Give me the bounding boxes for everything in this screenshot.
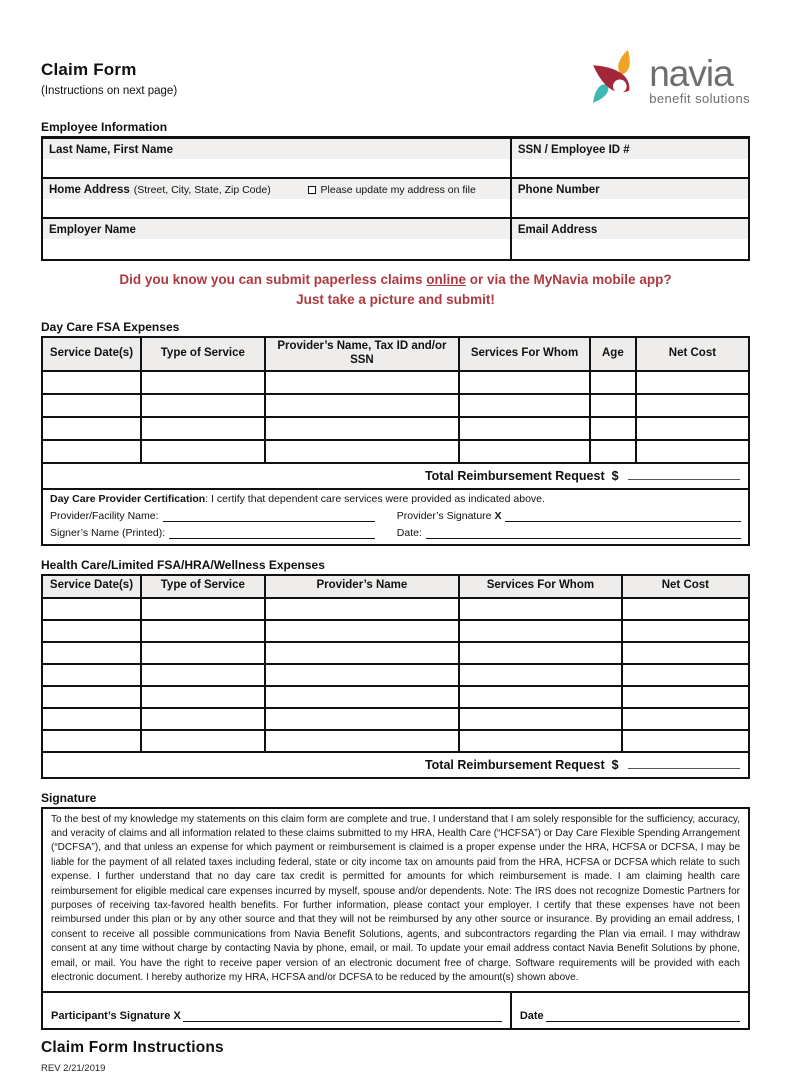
expense-cell[interactable] [590,440,636,463]
expense-cell[interactable] [141,394,265,417]
expense-cell[interactable] [636,417,749,440]
expense-cell[interactable] [622,598,749,620]
expense-cell[interactable] [459,730,622,752]
expense-cell[interactable] [265,708,459,730]
health-care-heading: Health Care/Limited FSA/HRA/Wellness Expenses [41,557,325,572]
column-header: Type of Service [141,337,265,371]
update-address-label: Please update my address on file [320,183,476,196]
expense-cell[interactable] [459,417,590,440]
home-address-hint: (Street, City, State, Zip Code) [133,183,271,196]
employer-name-label: Employer Name [43,219,510,239]
certification-statement: Day Care Provider Certification: I certify that dependent care services were provided as indicated above. [50,492,545,505]
table-row [42,730,749,752]
page-title: Claim Form [41,60,137,79]
signature-date-label: Date [519,1010,544,1023]
expense-cell[interactable] [622,708,749,730]
expense-cell[interactable] [265,417,459,440]
day-care-heading: Day Care FSA Expenses [41,320,180,334]
expense-cell[interactable] [459,620,622,642]
expense-cell[interactable] [265,642,459,664]
table-row [43,179,748,219]
expense-cell[interactable] [42,598,141,620]
expense-cell[interactable] [622,730,749,752]
employer-name-field[interactable] [43,239,510,257]
expense-cell[interactable] [42,664,141,686]
expense-cell[interactable] [141,642,265,664]
expense-cell[interactable] [590,371,636,394]
table-row [42,440,749,463]
expense-cell[interactable] [42,394,141,417]
expense-cell[interactable] [265,598,459,620]
expense-cell[interactable] [42,620,141,642]
column-header: Provider’s Name [265,575,459,598]
participant-signature-field[interactable] [183,1011,502,1022]
update-address-option[interactable] [308,184,476,196]
table-row [42,708,749,730]
column-header: Type of Service [141,575,265,598]
cert-date-field[interactable] [426,528,741,539]
expense-cell[interactable] [141,730,265,752]
last-first-name-field[interactable] [43,159,510,177]
instructions-heading: Claim Form Instructions [41,1039,224,1057]
home-address-field[interactable] [43,199,510,217]
expense-cell[interactable] [141,417,265,440]
column-header: Services For Whom [459,337,590,371]
online-link[interactable]: online [426,272,467,287]
ssn-field[interactable] [512,159,748,177]
expense-cell[interactable] [265,371,459,394]
provider-signature-field[interactable] [505,511,741,522]
expense-cell[interactable] [622,620,749,642]
expense-cell[interactable] [42,417,141,440]
column-header: Age [590,337,636,371]
expense-cell[interactable] [636,371,749,394]
expense-cell[interactable] [622,642,749,664]
day-care-expenses-table [41,336,750,546]
expense-cell[interactable] [459,664,622,686]
expense-cell[interactable] [265,730,459,752]
signer-name-field[interactable] [169,528,375,539]
table-row [42,371,749,394]
cert-date-label: Date: [396,526,422,539]
column-header: Service Date(s) [42,575,141,598]
total-row [42,463,749,489]
expense-cell[interactable] [636,440,749,463]
table-row [42,620,749,642]
provider-facility-name-field[interactable] [163,511,375,522]
signer-name-label: Signer’s Name (Printed): [50,526,166,539]
expense-cell[interactable] [459,394,590,417]
provider-facility-name-label: Provider/Facility Name: [50,509,159,522]
expense-cell[interactable] [636,394,749,417]
phone-field[interactable] [512,199,748,217]
expense-cell[interactable] [42,440,141,463]
promo-line-1: Did you know you can submit paperless claims online or via the MyNavia mobile app? [119,272,672,287]
table-row [42,664,749,686]
expense-cell[interactable] [265,440,459,463]
promo-line-2: Just take a picture and submit! [296,292,495,307]
expense-cell[interactable] [459,371,590,394]
dollar-sign: $ [611,468,619,483]
navia-flower-icon [589,46,645,108]
expense-cell[interactable] [265,686,459,708]
expense-cell[interactable] [42,686,141,708]
signature-section [41,807,750,1031]
email-field[interactable] [512,239,748,257]
expense-cell[interactable] [141,620,265,642]
expense-cell[interactable] [42,730,141,752]
health-care-total-label: Total Reimbursement Request [424,757,605,772]
expense-cell[interactable] [42,371,141,394]
expense-cell[interactable] [459,708,622,730]
column-header: Provider’s Name, Tax ID and/or SSN [265,337,459,371]
logo-wordmark: navia [649,53,733,95]
table-row [42,394,749,417]
expense-cell[interactable] [141,440,265,463]
signature-x-mark: X [173,1010,181,1023]
email-label: Email Address [512,219,748,239]
paperless-promo [41,270,750,310]
signature-date-field[interactable] [546,1011,740,1022]
certification-title: Day Care Provider Certification [50,492,206,505]
phone-label: Phone Number [512,179,748,199]
day-care-total-label: Total Reimbursement Request [424,468,605,483]
column-header: Services For Whom [459,575,622,598]
table-row [43,219,748,259]
page-subtitle: (Instructions on next page) [41,85,178,97]
table-row [43,139,748,179]
participant-signature-label: Participant’s Signature [51,1010,171,1023]
expense-cell[interactable] [459,440,590,463]
home-address-label: Home Address (Street, City, State, Zip Code) Please update my address on file [43,179,510,199]
dollar-sign: $ [611,757,619,772]
expense-cell[interactable] [141,708,265,730]
expense-cell[interactable] [141,371,265,394]
expense-cell[interactable] [265,394,459,417]
employee-info-table [41,136,750,261]
expense-cell[interactable] [265,664,459,686]
signature-row [43,991,748,1028]
expense-cell[interactable] [459,598,622,620]
table-header-row [42,337,749,371]
column-header: Net Cost [636,337,749,371]
expense-cell[interactable] [42,708,141,730]
page-header [41,44,750,110]
certification-row [42,489,749,545]
expense-cell[interactable] [42,642,141,664]
day-care-total-field[interactable] [628,469,740,480]
column-header: Service Date(s) [42,337,141,371]
revision-date: REV 2/21/2019 [41,1063,106,1074]
expense-cell[interactable] [459,686,622,708]
expense-cell[interactable] [590,417,636,440]
checkbox-icon[interactable] [308,186,316,194]
provider-signature-label: Provider’s Signature [396,509,492,522]
health-care-expenses-table [41,574,750,779]
employee-info-heading: Employee Information [41,120,168,134]
last-first-name-label: Last Name, First Name [43,139,510,159]
column-header: Net Cost [622,575,749,598]
expense-cell[interactable] [622,686,749,708]
signature-x-mark: X [494,509,502,522]
table-row [42,598,749,620]
table-row [42,686,749,708]
expense-cell[interactable] [590,394,636,417]
expense-cell[interactable] [141,598,265,620]
expense-cell[interactable] [141,686,265,708]
ssn-label: SSN / Employee ID # [512,139,748,159]
legal-text: To the best of my knowledge my statements on this claim form are complete and true. I understand that I am solely responsible for the sufficiency, accuracy, and veracity of claims and all information related to these claims submitted to my HRA, Health Care (“HCFSA”) or Day Care Flexible Spending Arrangement (“DCFSA”), and that unless an expense for which payment or reimbursement is claimed is a proper expense under the HRA, HCFSA or DCFSA, I may be liable for the payment of all related taxes including federal, state or city income tax on amounts paid from the HRA, HCFSA or DCFSA which relate to such expense. I further understand that no day care tax credit is permitted for amounts for which reimbursement is made. I am claiming health care reimbursement for eligible medical care expenses incurred by myself, spouse and/or dependents. Note: The IRS does not recognize Domestic Partners for purposes of receiving tax-favored health benefits. For further information, please contact your employer. I certify that these expenses have not been reimbursed under this plan or by any other source and that they will not be reimbursed by any other source or insurance. By providing an email address, I consent to receive all possible communications from Navia Benefit Solutions, agents, and subcontractors regarding the Plan via email. I may withdraw consent at any time without charge by contacting Navia by phone, email, or mail. To update your email address contact Navia Benefit Solutions by phone, email, or mail. You have the right to receive paper version of an electronic document free of charge. Software requirements will be provided with each electronic document. I hereby authorize my HRA, HCFSA and/or DCFSA to be reduced by the amount(s) shown above. [51,813,740,983]
expense-cell[interactable] [265,620,459,642]
navia-logo [589,46,750,108]
expense-cell[interactable] [459,642,622,664]
signature-heading: Signature [41,790,97,805]
logo-tagline: benefit solutions [649,90,750,106]
health-care-total-field[interactable] [628,758,740,769]
table-row [42,417,749,440]
table-row [42,642,749,664]
expense-cell[interactable] [141,664,265,686]
total-row [42,752,749,778]
table-header-row [42,575,749,598]
expense-cell[interactable] [622,664,749,686]
